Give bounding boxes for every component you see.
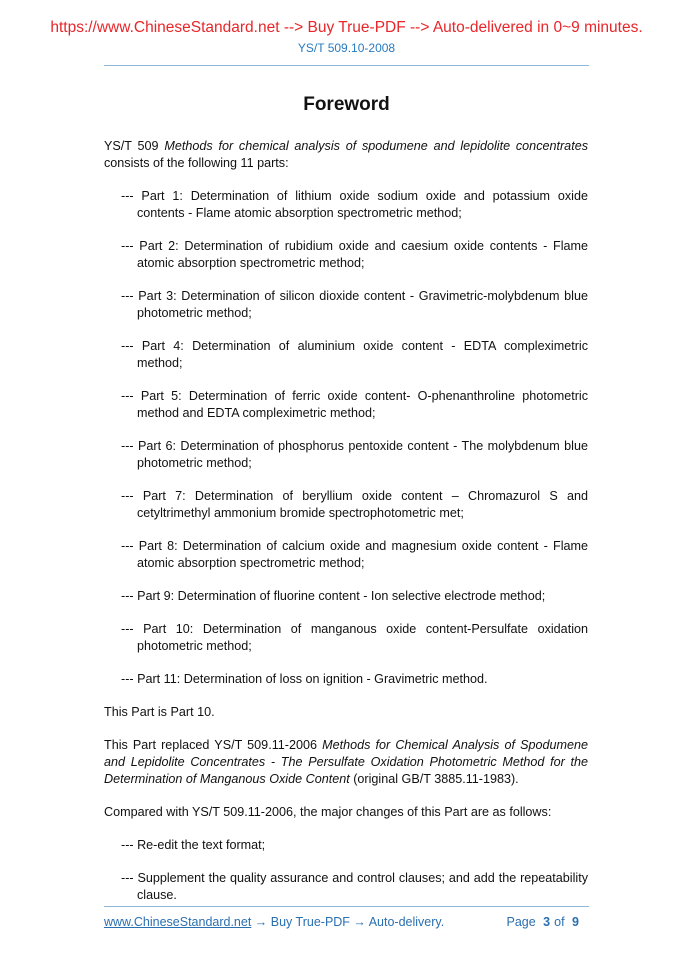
part-item: --- Part 1: Determination of lithium oxide sodium oxide and potassium oxide contents - Flame atomic absorption spectrometric method; — [121, 189, 588, 220]
page-indicator — [506, 915, 583, 929]
changes-intro: Compared with YS/T 509.11-2006, the major changes of this Part are as follows: — [104, 805, 552, 819]
part-item: --- Part 8: Determination of calcium oxide and magnesium oxide content - Flame atomic absorption spectrometric method; — [121, 539, 588, 570]
part-item: --- Part 7: Determination of beryllium oxide content – Chromazurol S and cetyltrimethyl ammonium bromide spectrophotometric met; — [121, 489, 588, 520]
of-label: of — [554, 915, 565, 929]
footer-divider — [104, 906, 589, 907]
replaced-text: This Part replaced YS/T 509.11-2006 — [104, 738, 323, 752]
intro-paragraph — [104, 138, 588, 172]
page-total: 9 — [572, 915, 579, 929]
this-part: This Part is Part 10. — [104, 705, 215, 719]
intro-text-end: consists of the following 11 parts: — [104, 156, 289, 170]
part-item: --- Part 5: Determination of ferric oxide content- O-phenanthroline photometric method and EDTA compleximetric method; — [121, 389, 588, 420]
part-item: --- Part 6: Determination of phosphorus pentoxide content - The molybdenum blue photometric method; — [121, 439, 588, 470]
part-item: --- Part 11: Determination of loss on ignition - Gravimetric method. — [121, 672, 488, 686]
standard-code: YS/T 509.10-2008 — [297, 41, 396, 55]
changes-list — [104, 837, 588, 904]
replaced-text-end: (original GB/T 3885.11-1983). — [349, 772, 519, 786]
part-item: --- Part 9: Determination of fluorine content - Ion selective electrode method; — [121, 589, 546, 603]
parts-list — [104, 188, 588, 688]
page-title: Foreword — [303, 94, 390, 115]
footer-text: → Buy True-PDF → Auto-delivery. — [251, 915, 445, 929]
intro-title: Methods for chemical analysis of spodumene and lepidolite concentrates — [164, 139, 588, 153]
change-item: --- Supplement the quality assurance and control clauses; and add the repeatability clause. — [121, 871, 588, 902]
footer — [104, 915, 589, 929]
page-label: Page — [506, 915, 536, 929]
promo-banner[interactable]: https://www.ChineseStandard.net --> Buy True-PDF --> Auto-delivered in 0~9 minutes. — [50, 19, 643, 36]
part-item: --- Part 3: Determination of silicon dioxide content - Gravimetric-molybdenum blue photometric method; — [121, 289, 588, 320]
page-number: 3 — [543, 915, 551, 929]
replaced-paragraph — [104, 737, 588, 788]
document-body — [104, 138, 588, 920]
intro-text: YS/T 509 — [104, 139, 165, 153]
change-item: --- Re-edit the text format; — [121, 838, 266, 852]
replaced-title: Methods for Chemical Analysis of Spodumene and Lepidolite Concentrates - The Persulfate Oxidation Photometric Method for the Determination of Manganous Oxide Content — [104, 738, 588, 786]
header-divider — [104, 65, 589, 66]
part-item: --- Part 2: Determination of rubidium oxide and caesium oxide contents - Flame atomic absorption spectrometric method; — [121, 239, 588, 270]
part-item: --- Part 4: Determination of aluminium oxide content - EDTA compleximetric method; — [121, 339, 588, 370]
site-link[interactable]: www.ChineseStandard.net — [104, 915, 252, 929]
part-item: --- Part 10: Determination of manganous oxide content-Persulfate oxidation photometric method; — [121, 622, 588, 653]
